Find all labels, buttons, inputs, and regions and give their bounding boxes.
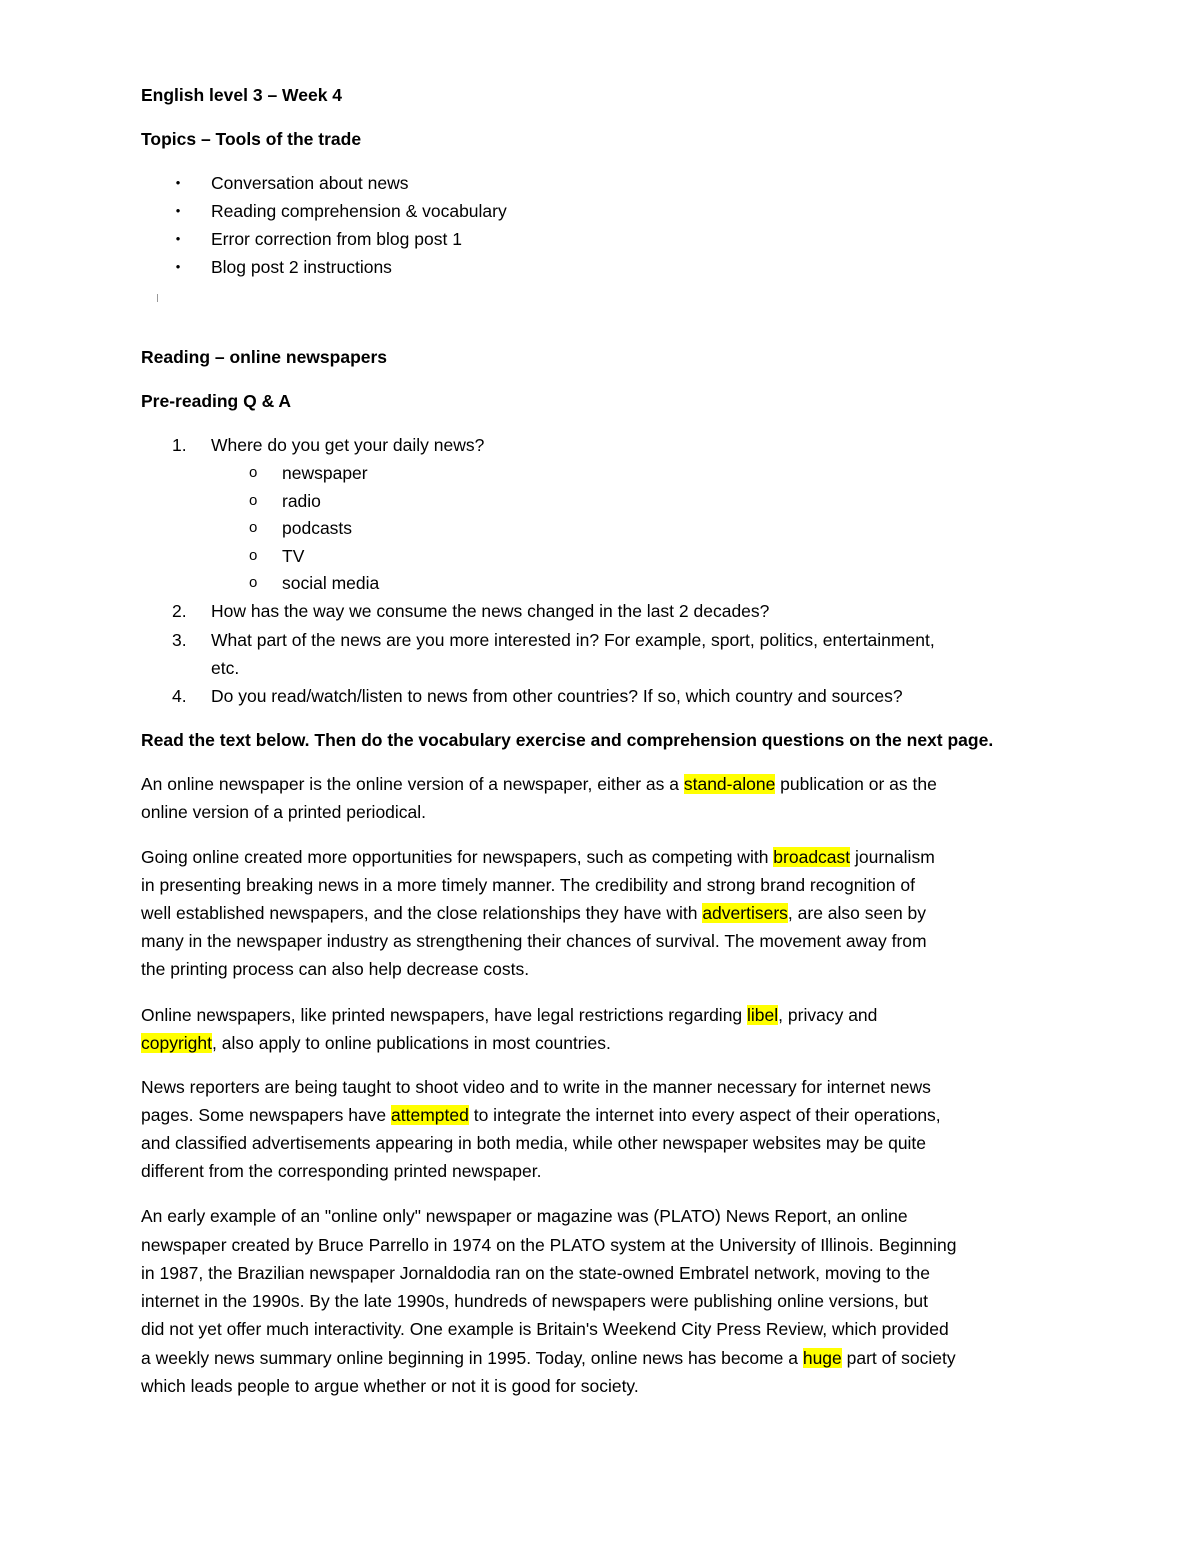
source-option: TV bbox=[282, 546, 305, 566]
topics-heading: Topics – Tools of the trade bbox=[141, 129, 362, 149]
paragraph-line: online version of a printed periodical. bbox=[141, 802, 427, 822]
text-run: well established newspapers, and the close relationships they have with bbox=[141, 903, 703, 923]
source-option: podcasts bbox=[282, 518, 353, 538]
text-run: pages. Some newspapers have bbox=[141, 1105, 392, 1125]
paragraph-line: News reporters are being taught to shoot video and to write in the manner necessary for internet news bbox=[141, 1077, 931, 1097]
text-run: Going online created more opportunities for newspapers, such as competing with bbox=[141, 847, 774, 867]
instruction-text: Read the text below. Then do the vocabulary exercise and comprehension questions on the next page. bbox=[141, 730, 994, 750]
list-item: Conversation about news bbox=[211, 173, 409, 193]
paragraph-line: in 1987, the Brazilian newspaper Jornaldodia ran on the state-owned Embratel network, moving to the bbox=[141, 1263, 930, 1283]
bullet-icon: • bbox=[175, 203, 181, 218]
paragraph-line bbox=[141, 846, 935, 868]
list-item: Blog post 2 instructions bbox=[211, 257, 392, 277]
vocab-highlight: broadcast bbox=[773, 847, 851, 867]
paragraph-line: newspaper created by Bruce Parrello in 1974 on the PLATO system at the University of Illinois. Beginning bbox=[141, 1235, 957, 1255]
question-text: Do you read/watch/listen to news from other countries? If so, which country and sources? bbox=[211, 686, 903, 706]
paragraph-line bbox=[141, 902, 926, 924]
circle-bullet-icon: o bbox=[249, 519, 258, 536]
paragraph-line: which leads people to argue whether or not it is good for society. bbox=[141, 1376, 639, 1396]
circle-bullet-icon: o bbox=[249, 547, 258, 564]
paragraph-line bbox=[141, 1104, 941, 1126]
bullet-icon: • bbox=[175, 259, 181, 274]
vocab-highlight: stand-alone bbox=[683, 774, 776, 794]
question-text-continued: etc. bbox=[211, 658, 240, 678]
bullet-icon: • bbox=[175, 175, 181, 190]
paragraph-line bbox=[141, 1032, 611, 1054]
paragraph-line: did not yet offer much interactivity. One example is Britain's Weekend City Press Review, which provided bbox=[141, 1319, 949, 1339]
prereading-heading: Pre-reading Q & A bbox=[141, 391, 292, 411]
paragraph-line: different from the corresponding printed newspaper. bbox=[141, 1161, 542, 1181]
text-run: , are also seen by bbox=[787, 903, 927, 923]
paragraph-line bbox=[141, 1004, 877, 1026]
circle-bullet-icon: o bbox=[249, 574, 258, 591]
paragraph-line: An early example of an "online only" newspaper or magazine was (PLATO) News Report, an online bbox=[141, 1206, 908, 1226]
circle-bullet-icon: o bbox=[249, 492, 258, 509]
question-number: 4. bbox=[172, 686, 187, 706]
text-run: , privacy and bbox=[778, 1005, 878, 1025]
list-item: Error correction from blog post 1 bbox=[211, 229, 462, 249]
text-run: journalism bbox=[850, 847, 935, 867]
text-run: Online newspapers, like printed newspapers, have legal restrictions regarding bbox=[141, 1005, 748, 1025]
list-item: Reading comprehension & vocabulary bbox=[211, 201, 507, 221]
paragraph-line bbox=[141, 1347, 956, 1369]
source-option: newspaper bbox=[282, 463, 368, 483]
vocab-highlight: libel bbox=[747, 1005, 779, 1025]
text-run: to integrate the internet into every aspect of their operations, bbox=[468, 1105, 941, 1125]
vocab-highlight: attempted bbox=[391, 1105, 469, 1125]
vocab-highlight: huge bbox=[802, 1348, 842, 1368]
question-text: What part of the news are you more interested in? For example, sport, politics, entertainment, bbox=[211, 630, 935, 650]
text-run: a weekly news summary online beginning in 1995. Today, online news has become a bbox=[141, 1348, 803, 1368]
reading-heading: Reading – online newspapers bbox=[141, 347, 388, 367]
paragraph-line: many in the newspaper industry as strengthening their chances of survival. The movement away from bbox=[141, 931, 927, 951]
vocab-highlight: copyright bbox=[141, 1033, 213, 1053]
paragraph-line bbox=[141, 773, 937, 795]
question-number: 1. bbox=[172, 435, 187, 455]
question-text: Where do you get your daily news? bbox=[211, 435, 485, 455]
question-text: How has the way we consume the news changed in the last 2 decades? bbox=[211, 601, 770, 621]
paragraph-line: and classified advertisements appearing in both media, while other newspaper websites may be quite bbox=[141, 1133, 927, 1153]
circle-bullet-icon: o bbox=[249, 464, 258, 481]
text-cursor-mark bbox=[157, 294, 158, 302]
text-run: publication or as the bbox=[775, 774, 937, 794]
paragraph-line: in presenting breaking news in a more timely manner. The credibility and strong brand recognition of bbox=[141, 875, 915, 895]
question-number: 3. bbox=[172, 630, 187, 650]
page-title: English level 3 – Week 4 bbox=[141, 85, 343, 105]
paragraph-line: the printing process can also help decrease costs. bbox=[141, 959, 530, 979]
bullet-icon: • bbox=[175, 231, 181, 246]
paragraph-line: internet in the 1990s. By the late 1990s, hundreds of newspapers were publishing online versions, but bbox=[141, 1291, 929, 1311]
text-run: , also apply to online publications in most countries. bbox=[212, 1033, 611, 1053]
vocab-highlight: advertisers bbox=[702, 903, 788, 923]
text-run: An online newspaper is the online version of a newspaper, either as a bbox=[141, 774, 684, 794]
question-number: 2. bbox=[172, 601, 187, 621]
source-option: social media bbox=[282, 573, 380, 593]
text-run: part of society bbox=[841, 1348, 956, 1368]
source-option: radio bbox=[282, 491, 321, 511]
